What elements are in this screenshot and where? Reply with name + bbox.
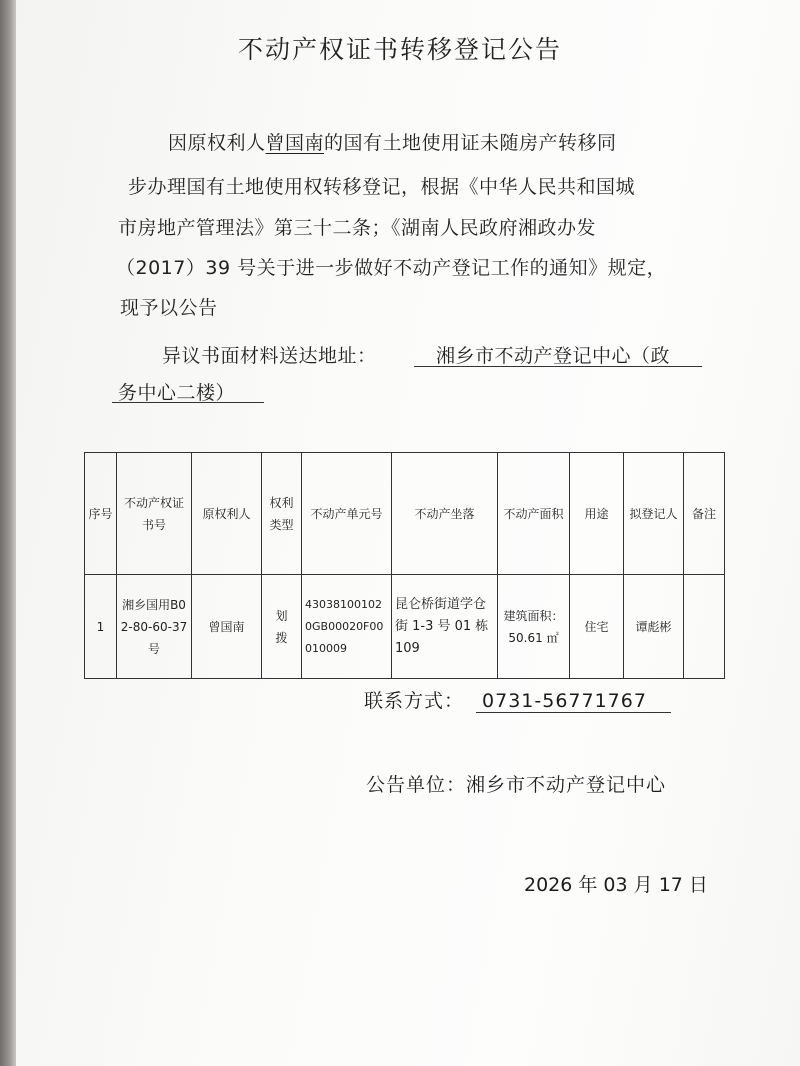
cell-registrant: 谭彪彬 <box>624 575 684 679</box>
page-title: 不动产权证书转移登记公告 <box>237 35 562 64</box>
cell-usage: 住宅 <box>570 575 624 679</box>
header-owner: 原权利人 <box>192 453 262 575</box>
header-unit-no: 不动产单元号 <box>302 453 392 575</box>
cell-no: 1 <box>85 575 117 679</box>
header-remark: 备注 <box>684 453 725 575</box>
paragraph-line-2: 步办理国有土地使用权转移登记，根据《中华人民共和国城 <box>128 176 636 198</box>
issuer: 公告单位：湘乡市不动产登记中心 <box>366 774 667 796</box>
header-cert: 不动产权证书号 <box>117 453 192 575</box>
contact-label: 联系方式： <box>364 690 465 712</box>
objection-address-line-1: 湘乡市不动产登记中心（政 <box>436 345 671 367</box>
cell-area: 建筑面积：50.61 ㎡ <box>498 575 570 679</box>
paper-edge-shadow <box>0 0 16 1066</box>
paragraph-line-5: 现予以公告 <box>120 297 218 319</box>
cell-right-type: 划拨 <box>262 575 302 679</box>
cell-cert: 湘乡国用B02-80-60-37 号 <box>117 575 192 679</box>
paragraph-line-1-suffix: 的国有土地使用证未随房产转移同 <box>324 132 617 154</box>
header-location: 不动产坐落 <box>392 453 498 575</box>
header-usage: 用途 <box>570 453 624 575</box>
original-owner-name: 曾国南 <box>265 132 325 154</box>
cell-unit-no: 430381001020GB00020F00010009 <box>302 575 392 679</box>
paragraph-line-4: （2017）39 号关于进一步做好不动产登记工作的通知》规定， <box>116 257 667 279</box>
property-table <box>84 452 725 679</box>
paragraph-line-1 <box>168 128 617 155</box>
header-registrant: 拟登记人 <box>624 453 684 575</box>
contact-line <box>364 686 671 713</box>
objection-address-line-2: 务中心二楼） <box>118 382 236 404</box>
cell-owner: 曾国南 <box>192 575 262 679</box>
paragraph-line-3: 市房地产管理法》第三十二条；《湖南人民政府湘政办发 <box>118 217 597 239</box>
table-header-row <box>85 453 725 575</box>
objection-label: 异议书面材料送达地址： <box>162 345 377 367</box>
cell-remark <box>684 575 725 679</box>
header-no: 序号 <box>85 453 117 575</box>
table-row <box>85 575 725 679</box>
header-area: 不动产面积 <box>498 453 570 575</box>
cell-location: 昆仑桥街道学仓街 1-3 号 01 栋 109 <box>392 575 498 679</box>
header-right-type: 权利类型 <box>262 453 302 575</box>
notice-date: 2026 年 03 月 17 日 <box>524 874 708 896</box>
paragraph-prefix: 因原权利人 <box>168 132 266 154</box>
contact-phone: 0731-56771767 <box>476 690 671 713</box>
